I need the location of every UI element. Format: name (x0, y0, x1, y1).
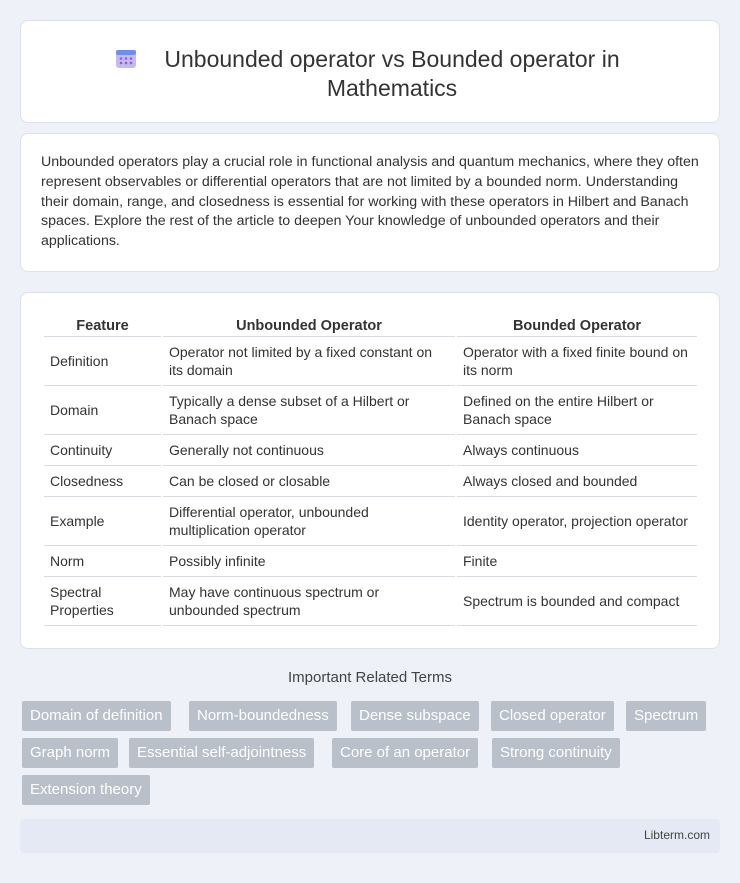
related-term-tag[interactable]: Strong continuity (492, 738, 620, 768)
related-term-tag[interactable]: Closed operator (491, 701, 614, 731)
related-term-tag[interactable]: Essential self-adjointness (129, 738, 314, 768)
related-term-tag[interactable]: Domain of definition (22, 701, 171, 731)
table-cell: Definition (44, 337, 161, 386)
table-row (44, 435, 697, 466)
table-cell: Finite (457, 546, 697, 577)
table-header: Bounded Operator (457, 316, 697, 337)
table-header: Feature (44, 316, 161, 337)
table-cell: Closedness (44, 466, 161, 497)
table-row (44, 466, 697, 497)
comparison-card (20, 292, 720, 649)
table-row (44, 386, 697, 435)
footer (20, 819, 720, 853)
table-cell: Differential operator, unbounded multiplication operator (163, 497, 455, 546)
table-cell: Example (44, 497, 161, 546)
table-cell: Always continuous (457, 435, 697, 466)
table-cell: May have continuous spectrum or unbounded spectrum (163, 577, 455, 626)
related-term-tag[interactable]: Dense subspace (351, 701, 479, 731)
comparison-table (42, 316, 699, 626)
table-row (44, 546, 697, 577)
table-cell: Possibly infinite (163, 546, 455, 577)
table-cell: Always closed and bounded (457, 466, 697, 497)
title-card (20, 20, 720, 123)
related-terms-title: Important Related Terms (288, 669, 452, 686)
table-cell: Generally not continuous (163, 435, 455, 466)
table-cell: Typically a dense subset of a Hilbert or Banach space (163, 386, 455, 435)
page-title: Unbounded operator vs Bounded operator in Mathematics (164, 46, 620, 101)
table-cell: Defined on the entire Hilbert or Banach space (457, 386, 697, 435)
intro-card (20, 133, 720, 272)
related-term-tag[interactable]: Extension theory (22, 775, 150, 805)
footer-site-link[interactable]: Libterm.com (643, 828, 710, 842)
related-term-tag[interactable]: Spectrum (626, 701, 706, 731)
intro-paragraph: Unbounded operators play a crucial role in functional analysis and quantum mechanics, where they often represent observables or differential operators that are not limited by a bounded norm. Understanding their domain, range, and closedness is essential for working with these operators in Hilbert and Banach spaces. Explore the rest of the article to deepen Your knowledge of unbounded operators and their applications. (41, 154, 699, 250)
table-cell: Norm (44, 546, 161, 577)
related-term-tag[interactable]: Graph norm (22, 738, 118, 768)
table-cell: Operator not limited by a fixed constant on its domain (163, 337, 455, 386)
table-cell: Spectral Properties (44, 577, 161, 626)
table-cell: Spectrum is bounded and compact (457, 577, 697, 626)
related-term-tag[interactable]: Core of an operator (332, 738, 478, 768)
table-cell: Continuity (44, 435, 161, 466)
table-header: Unbounded Operator (163, 316, 455, 337)
table-cell: Operator with a fixed finite bound on its norm (457, 337, 697, 386)
table-cell: Can be closed or closable (163, 466, 455, 497)
table-row (44, 577, 697, 626)
table-cell: Domain (44, 386, 161, 435)
table-row (44, 497, 697, 546)
table-cell: Identity operator, projection operator (457, 497, 697, 546)
related-term-tag[interactable]: Norm-boundedness (189, 701, 337, 731)
table-row (44, 337, 697, 386)
